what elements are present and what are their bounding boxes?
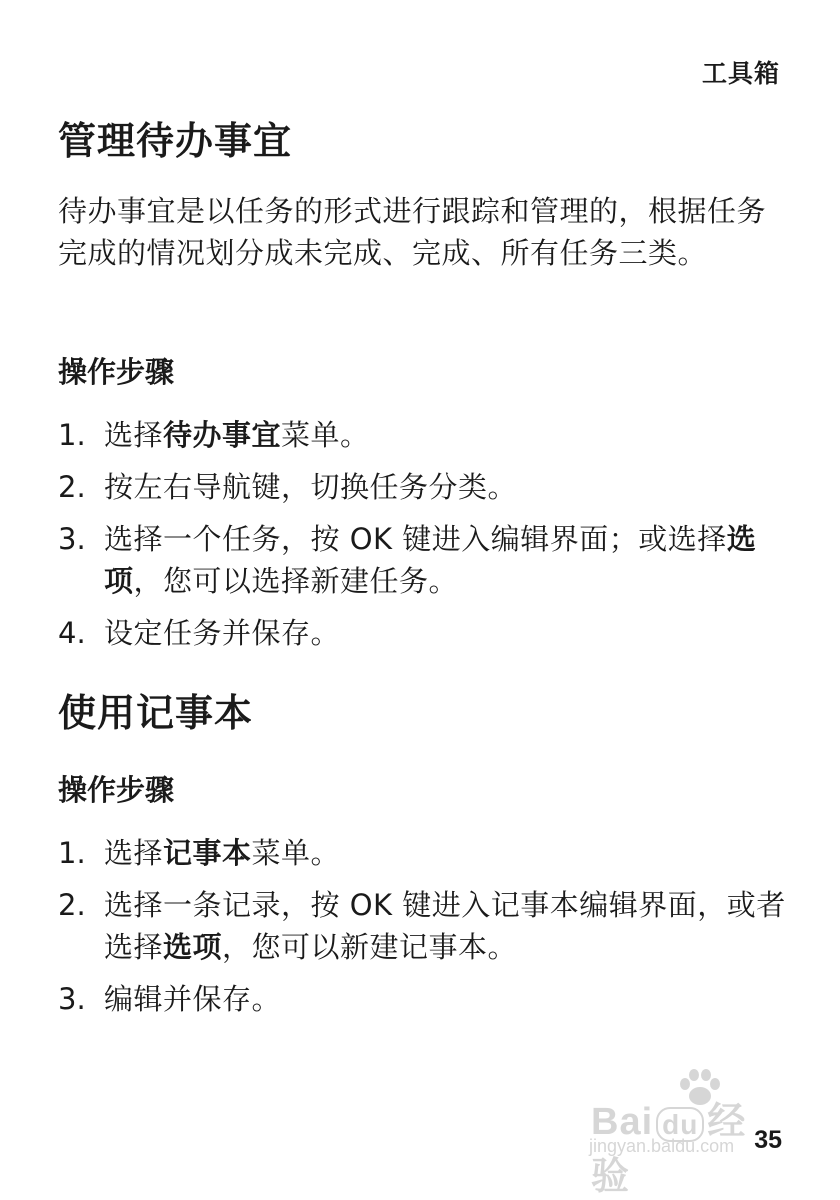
menu-name: 待办事宜 — [163, 418, 282, 452]
notepad-title: 使用记事本 — [58, 691, 254, 735]
step-text: 选择一个任务，按 OK 键进入编辑界面；或选择选项，您可以选择新建任务。 — [104, 522, 757, 598]
step-text: 编辑并保存。 — [104, 982, 282, 1016]
step-number: 1. — [58, 836, 86, 870]
step-number: 1. — [58, 418, 86, 452]
step-number: 4. — [58, 616, 86, 650]
step-text: 设定任务并保存。 — [104, 616, 341, 650]
todo-title: 管理待办事宜 — [58, 119, 293, 163]
list-item — [58, 978, 788, 1020]
step-text: 选择待办事宜菜单。 — [104, 418, 370, 452]
step-number: 3. — [58, 982, 86, 1016]
notepad-step-list — [58, 832, 788, 1030]
step-number: 2. — [58, 470, 86, 504]
watermark-brand: Bai du 经验 — [591, 1101, 747, 1198]
menu-name: 选项 — [104, 522, 757, 598]
list-item — [58, 414, 788, 456]
todo-step-list — [58, 414, 788, 664]
step-number: 3. — [58, 522, 86, 556]
list-item — [58, 884, 788, 968]
list-item — [58, 518, 788, 602]
todo-intro: 待办事宜是以任务的形式进行跟踪和管理的，根据任务完成的情况划分成未完成、完成、所有任务三类。 — [58, 194, 767, 270]
section-label: 工具箱 — [701, 59, 780, 88]
list-item — [58, 832, 788, 874]
watermark-url: jingyan.baidu.com — [589, 1136, 735, 1156]
page-number: 35 — [754, 1126, 782, 1154]
step-text: 按左右导航键，切换任务分类。 — [104, 470, 518, 504]
notepad-steps-heading: 操作步骤 — [58, 773, 175, 807]
list-item — [58, 612, 788, 654]
menu-name: 选项 — [163, 930, 223, 964]
step-text: 选择一条记录，按 OK 键进入记事本编辑界面，或者选择选项，您可以新建记事本。 — [104, 888, 786, 964]
list-item — [58, 466, 788, 508]
step-number: 2. — [58, 888, 86, 922]
step-text: 选择记事本菜单。 — [104, 836, 341, 870]
menu-name: 记事本 — [163, 836, 252, 870]
todo-steps-heading: 操作步骤 — [58, 355, 175, 389]
